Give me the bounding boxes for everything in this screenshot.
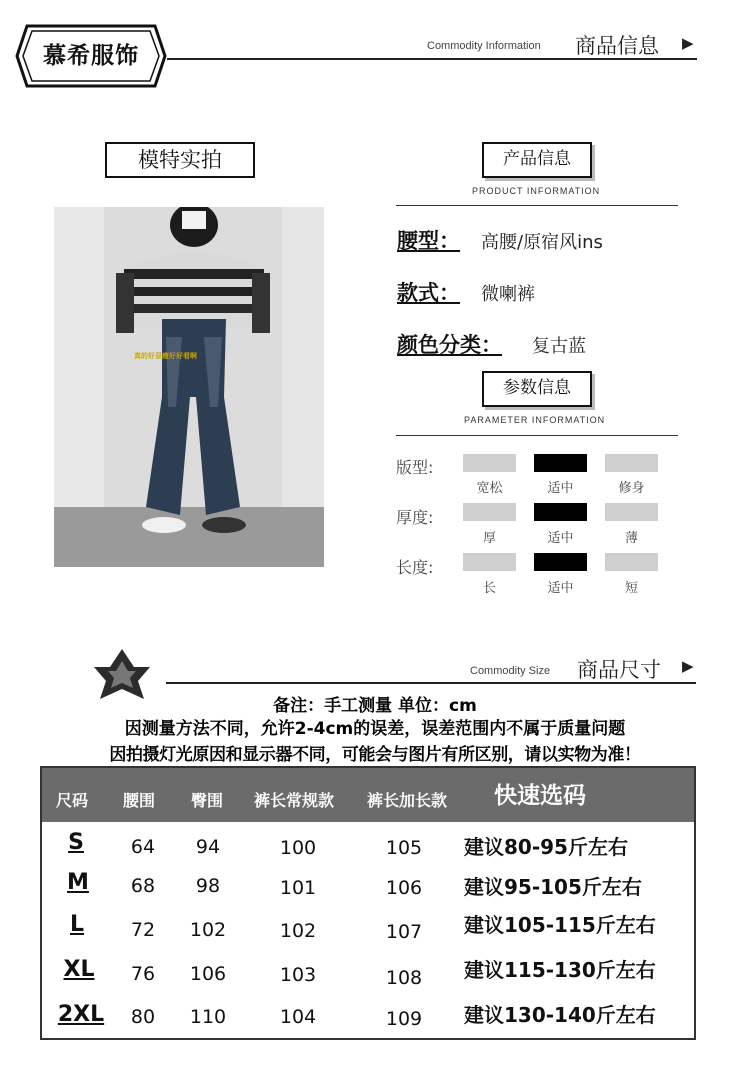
style-value: 微喇裤 xyxy=(481,284,535,305)
fit-option-loose: 宽松 xyxy=(476,481,503,496)
length-option-medium: 适中 xyxy=(547,581,574,596)
commodity-size-en: Commodity Size xyxy=(470,665,551,677)
length-regular-m: 101 xyxy=(279,877,317,899)
header-waist: 腰围 xyxy=(123,791,156,810)
header-quick-pick: 快速选码 xyxy=(494,783,586,809)
note-line-1: 备注：手工测量 单位：cm xyxy=(273,696,477,716)
length-long-xl: 108 xyxy=(385,967,423,989)
parameter-info-subtitle: PARAMETER INFORMATION xyxy=(464,415,606,425)
commodity-size-cn: 商品尺寸 xyxy=(577,658,661,682)
model-shot-label: 模特实拍 xyxy=(105,142,255,178)
length-swatch-long xyxy=(463,553,516,571)
product-info-divider xyxy=(396,205,678,206)
commodity-info-en: Commodity Information xyxy=(427,40,541,52)
recommend-s: 建议80-95斤左右 xyxy=(464,835,628,859)
thickness-label: 厚度: xyxy=(396,508,434,527)
fit-label: 版型: xyxy=(396,458,434,477)
color-value: 复古蓝 xyxy=(532,336,586,357)
recommend-xl: 建议115-130斤左右 xyxy=(464,958,656,982)
style-label: 款式： xyxy=(397,281,460,305)
length-option-short: 短 xyxy=(624,581,638,596)
size-code-s: S xyxy=(68,830,84,855)
length-long-l: 107 xyxy=(385,921,423,943)
recommend-m: 建议95-105斤左右 xyxy=(464,875,642,899)
product-info-subtitle: PRODUCT INFORMATION xyxy=(472,186,601,196)
fit-swatch-loose xyxy=(463,454,516,472)
parameter-info-divider xyxy=(396,435,678,436)
size-code-m: M xyxy=(67,870,89,895)
thickness-swatch-medium xyxy=(534,503,587,521)
size-code-l: L xyxy=(69,912,85,937)
fit-swatch-medium xyxy=(534,454,587,472)
waist-s: 64 xyxy=(130,836,156,858)
model-photo xyxy=(54,207,324,567)
header-length-regular: 裤长常规款 xyxy=(254,791,335,810)
length-swatch-medium xyxy=(534,553,587,571)
hip-l: 102 xyxy=(189,919,227,941)
length-regular-l: 102 xyxy=(279,920,317,942)
hip-2xl: 110 xyxy=(189,1006,227,1028)
length-swatch-short xyxy=(605,553,658,571)
thickness-option-thick: 厚 xyxy=(482,531,496,546)
hip-s: 94 xyxy=(195,836,221,858)
waist-type-label: 腰型： xyxy=(397,229,460,253)
fit-option-medium: 适中 xyxy=(547,481,574,496)
parameter-info-title: 参数信息 xyxy=(482,371,592,407)
length-long-s: 105 xyxy=(385,837,423,859)
length-regular-xl: 103 xyxy=(279,964,317,986)
waist-xl: 76 xyxy=(130,963,156,985)
waist-type-value: 高腰/原宿风ins xyxy=(481,232,603,253)
thickness-option-thin: 薄 xyxy=(624,531,638,546)
fit-swatch-slim xyxy=(605,454,658,472)
size-code-2xl: 2XL xyxy=(57,1002,105,1027)
waist-m: 68 xyxy=(130,875,156,897)
note-line-2: 因测量方法不同，允许2-4cm的误差，误差范围内不属于质量问题 xyxy=(124,719,626,739)
brand-name: 慕希服饰 xyxy=(43,43,139,69)
length-regular-2xl: 104 xyxy=(279,1006,317,1028)
waist-l: 72 xyxy=(130,919,156,941)
thickness-swatch-thick xyxy=(463,503,516,521)
thickness-option-medium: 适中 xyxy=(547,531,574,546)
hip-xl: 106 xyxy=(189,963,227,985)
length-long-m: 106 xyxy=(385,877,423,899)
header-length-long: 裤长加长款 xyxy=(367,791,448,810)
length-long-2xl: 109 xyxy=(385,1008,423,1030)
size-header-arrow-icon: ▶ xyxy=(682,657,694,675)
waist-2xl: 80 xyxy=(130,1006,156,1028)
length-regular-s: 100 xyxy=(279,837,317,859)
model-photo-illustration xyxy=(54,207,324,567)
hip-m: 98 xyxy=(195,875,221,897)
commodity-info-cn: 商品信息 xyxy=(575,34,659,58)
length-option-long: 长 xyxy=(482,581,496,596)
header-size: 尺码 xyxy=(56,791,89,810)
color-label: 颜色分类： xyxy=(397,333,502,357)
header-arrow-icon: ▶ xyxy=(682,34,694,52)
recommend-2xl: 建议130-140斤左右 xyxy=(464,1003,656,1027)
size-code-xl: XL xyxy=(63,957,95,982)
header-hip: 臀围 xyxy=(191,791,224,810)
note-line-3: 因拍摄灯光原因和显示器不同，可能会与图片有所区别，请以实物为准！ xyxy=(109,745,641,765)
photo-caption: 真的好显瘦好好看啊 xyxy=(134,352,197,360)
recommend-l: 建议105-115斤左右 xyxy=(464,913,656,937)
length-label: 长度: xyxy=(396,558,434,577)
product-info-title: 产品信息 xyxy=(482,142,592,178)
thickness-swatch-thin xyxy=(605,503,658,521)
fit-option-slim: 修身 xyxy=(618,481,645,496)
brand-logo xyxy=(15,24,167,88)
